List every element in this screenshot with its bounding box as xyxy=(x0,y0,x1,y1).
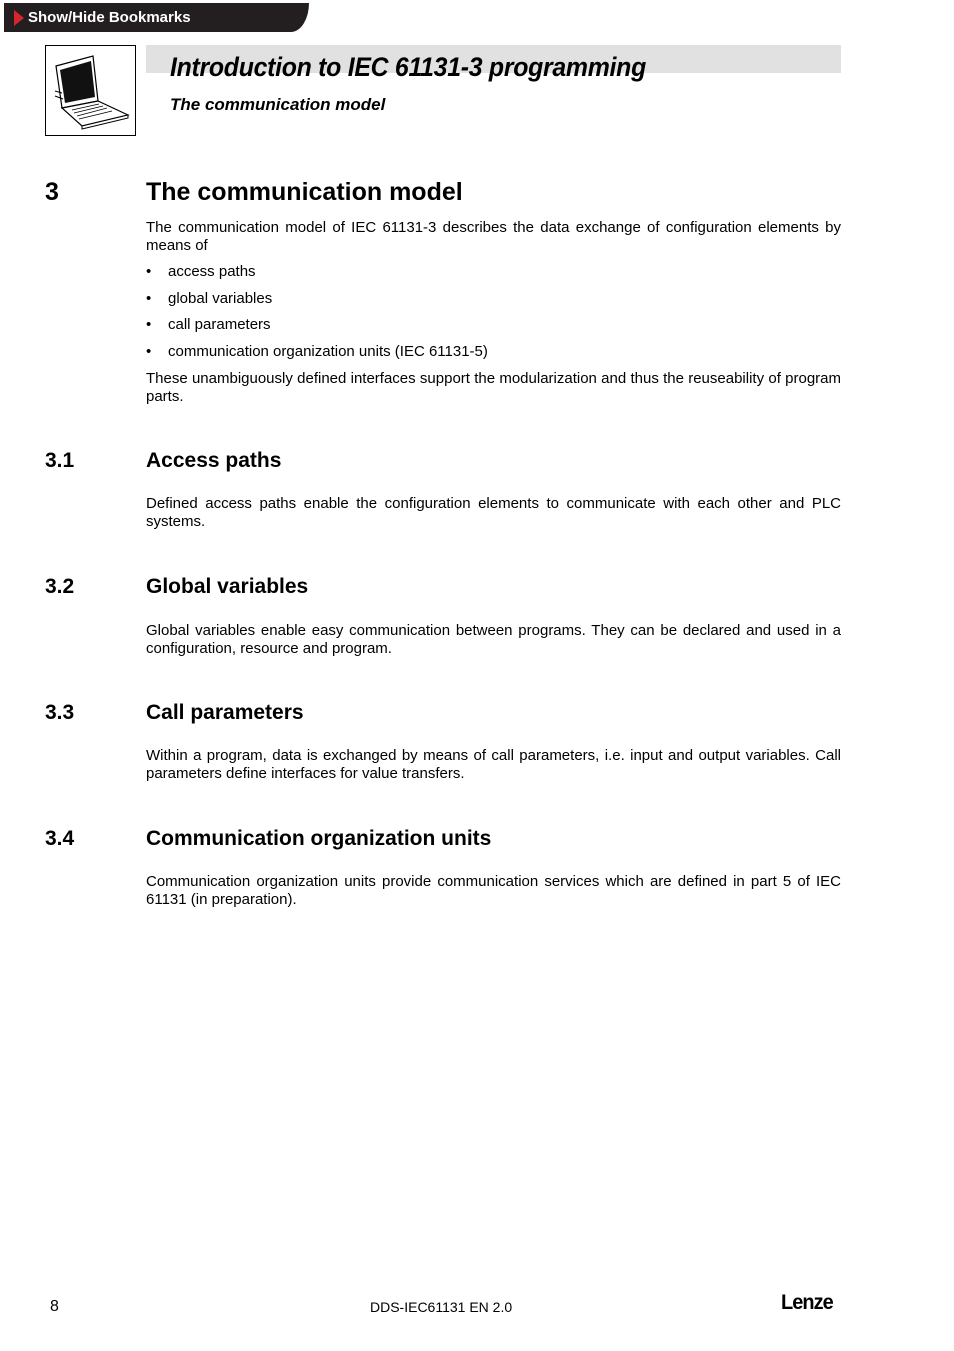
subsection-number: 3.4 xyxy=(45,827,75,850)
chapter-icon-box xyxy=(45,45,136,136)
lenze-logo: Lenze xyxy=(781,1291,833,1314)
laptop-icon xyxy=(46,46,135,135)
bullet-icon: • xyxy=(146,289,152,307)
bullet-text: communication organization units (IEC 61131-5) xyxy=(168,343,488,361)
bullet-icon: • xyxy=(146,343,152,361)
subsection-title-communication-organization-units: Communication organization units xyxy=(146,827,492,850)
show-hide-bookmarks-button[interactable] xyxy=(4,3,309,32)
bullet-icon: • xyxy=(146,263,152,280)
bullet-text: call parameters xyxy=(168,316,271,334)
show-hide-bookmarks-label: Show/Hide Bookmarks xyxy=(28,9,191,26)
document-id: DDS-IEC61131 EN 2.0 xyxy=(370,1299,513,1315)
page-title: Introduction to IEC 61131-3 programming xyxy=(170,52,646,82)
bullet-text: global variables xyxy=(168,289,273,307)
section-number: 3 xyxy=(45,178,59,206)
list-item xyxy=(146,343,488,370)
subsection-title-call-parameters: Call parameters xyxy=(146,701,304,724)
subsection-number: 3.1 xyxy=(45,449,75,472)
subsection-text-communication-organization-units: Communication organization units provide communication services which are defined in part 5 of IEC 61131 (in preparation). xyxy=(146,873,841,908)
section-outro: These unambiguously defined interfaces support the modularization and thus the reuseability of program parts. xyxy=(146,370,841,405)
subsection-text-global-variables: Global variables enable easy communication between programs. They can be declared and used in a configuration, resource and program. xyxy=(146,622,841,657)
section-intro: The communication model of IEC 61131-3 describes the data exchange of configuration elements by means of xyxy=(146,219,841,254)
bullet-list xyxy=(146,263,488,370)
subsection-title-global-variables: Global variables xyxy=(146,575,309,598)
subsection-text-call-parameters: Within a program, data is exchanged by means of call parameters, i.e. input and output variables. Call parameters define interfaces for value transfers. xyxy=(146,747,841,782)
subsection-text-access-paths: Defined access paths enable the configuration elements to communicate with each other and PLC systems. xyxy=(146,495,841,530)
subsection-number: 3.3 xyxy=(45,701,75,724)
bullet-text: access paths xyxy=(168,263,256,280)
list-item xyxy=(146,263,488,290)
subsection-title-access-paths: Access paths xyxy=(146,449,282,472)
list-item xyxy=(146,316,488,343)
page-subtitle: The communication model xyxy=(170,95,386,114)
list-item xyxy=(146,290,488,317)
subsection-number: 3.2 xyxy=(45,575,75,598)
page-number: 8 xyxy=(50,1298,59,1315)
section-title: The communication model xyxy=(146,178,463,206)
triangle-right-icon xyxy=(14,10,24,26)
bullet-icon: • xyxy=(146,316,152,334)
